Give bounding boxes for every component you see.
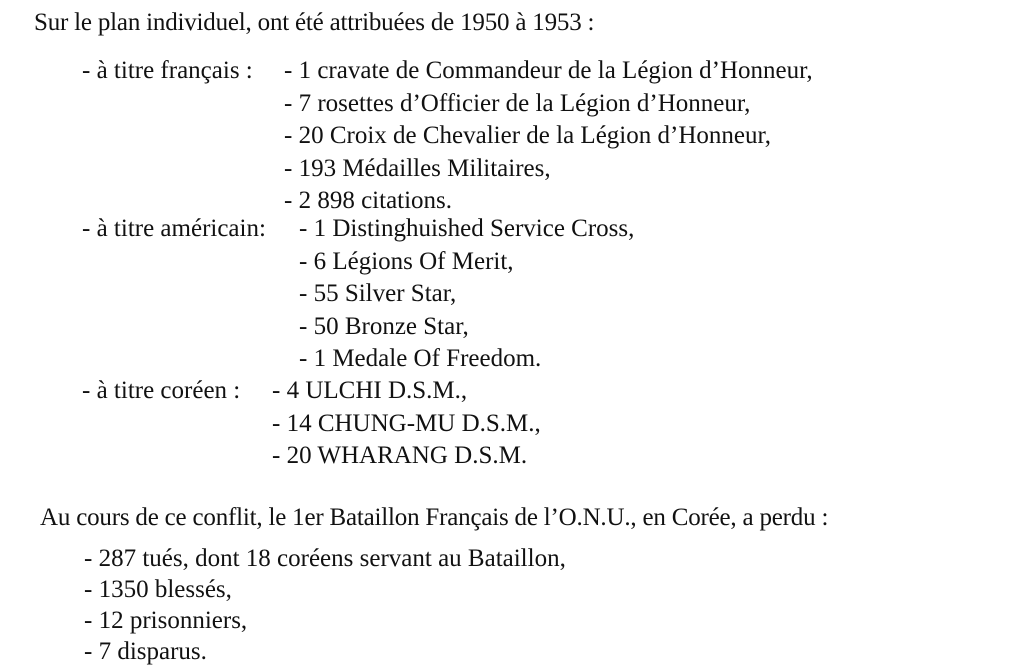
losses-heading: Au cours de ce conflit, le 1er Bataillon Français de l’O.N.U., en Corée, a perdu : — [40, 504, 829, 531]
list-item: - 1 cravate de Commandeur de la Légion d’Honneur, — [284, 57, 813, 84]
list-item: - 1 Medale Of Freedom. — [299, 345, 542, 372]
list-item: - 50 Bronze Star, — [299, 312, 469, 340]
list-item: - 193 Médailles Militaires, — [284, 154, 551, 182]
list-item: - 6 Légions Of Merit, — [299, 247, 514, 275]
group-items-american — [299, 214, 634, 377]
list-item: - 7 disparus. — [84, 638, 207, 665]
list-item: - 7 rosettes d’Officier de la Légion d’Honneur, — [284, 89, 751, 117]
list-item: - 20 WHARANG D.S.M. — [272, 442, 528, 469]
group-items-french — [284, 56, 813, 219]
list-item: - 14 CHUNG-MU D.S.M., — [272, 409, 541, 437]
intro-heading: Sur le plan individuel, ont été attribuées de 1950 à 1953 : — [34, 9, 595, 36]
group-label-american: - à titre américain: — [82, 215, 266, 242]
losses-list — [84, 544, 566, 668]
list-item: - 4 ULCHI D.S.M., — [272, 377, 468, 404]
list-item: - 1 Distinghuished Service Cross, — [299, 215, 635, 242]
group-label-korean: - à titre coréen : — [82, 377, 241, 404]
list-item: - 12 prisonniers, — [84, 607, 248, 634]
list-item: - 287 tués, dont 18 coréens servant au Bataillon, — [84, 545, 566, 572]
group-items-korean — [272, 376, 541, 474]
list-item: - 1350 blessés, — [84, 576, 232, 603]
list-item: - 20 Croix de Chevalier de la Légion d’Honneur, — [284, 122, 772, 149]
list-item: - 55 Silver Star, — [299, 280, 457, 307]
group-label-french: - à titre français : — [82, 57, 253, 84]
list-item: - 2 898 citations. — [284, 187, 453, 214]
